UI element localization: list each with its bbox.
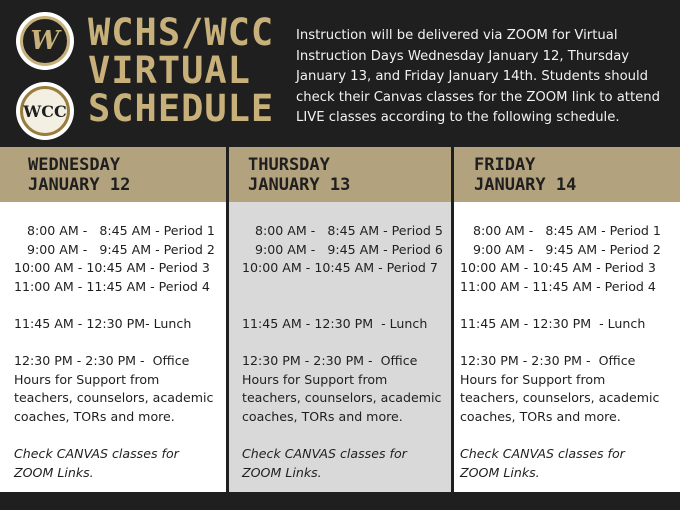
office-hours-line: 12:30 PM - 2:30 PM - Office	[242, 353, 418, 369]
canvas-note-line: ZOOM Links.	[242, 464, 322, 480]
logo-letter-wcc: WCC	[23, 101, 67, 121]
friday-heading	[474, 155, 576, 195]
canvas-note-line: ZOOM Links.	[460, 464, 540, 480]
friday-column	[454, 202, 680, 492]
period-row: 8:00 AM - 8:45 AM - Period 1	[19, 223, 215, 238]
period-row: 11:00 AM - 11:45 AM - Period 4	[460, 278, 656, 294]
lunch-row: 11:45 AM - 12:30 PM - Lunch	[460, 315, 646, 331]
wednesday-heading	[28, 155, 130, 195]
period-row: 8:00 AM - 8:45 AM - Period 1	[465, 223, 661, 238]
day-name: FRIDAY	[474, 155, 536, 175]
page-title	[88, 11, 288, 130]
wcc-logo	[16, 82, 74, 140]
title-line-2: VIRTUAL	[88, 49, 251, 92]
office-hours-line: coaches, TORs and more.	[14, 408, 175, 424]
period-row: 9:00 AM - 9:45 AM - Period 2	[465, 241, 661, 257]
logo-letter-w: W	[30, 26, 60, 56]
office-hours-line: coaches, TORs and more.	[242, 408, 403, 424]
period-row: 9:00 AM - 9:45 AM - Period 6	[247, 241, 443, 257]
day-name: THURSDAY	[248, 155, 330, 175]
day-header-band	[0, 147, 680, 202]
day-date: JANUARY 12	[28, 175, 131, 195]
office-hours-line: 12:30 PM - 2:30 PM - Office	[14, 353, 190, 369]
footer-bar	[0, 492, 680, 510]
intro-text: Instruction will be delivered via ZOOM for Virtual Instruction Days Wednesday January 12, Thursday January 13, and Friday January 14th. Students should check their Canvas classes for the ZOOM link to attend LIVE classes according to the following schedule.	[296, 28, 660, 125]
title-line-1: WCHS/WCC	[88, 11, 275, 54]
canvas-note-line: Check CANVAS classes for	[460, 446, 625, 462]
period-row: 10:00 AM - 10:45 AM - Period 3	[14, 260, 210, 276]
office-hours-line: Hours for Support from	[242, 371, 388, 387]
period-row: 11:00 AM - 11:45 AM - Period 4	[14, 278, 210, 294]
header	[0, 0, 680, 147]
canvas-note-line: Check CANVAS classes for	[14, 446, 179, 462]
schedule-body	[0, 202, 680, 492]
logo-ring	[20, 86, 70, 136]
office-hours-line: 12:30 PM - 2:30 PM - Office	[460, 353, 636, 369]
thursday-heading	[248, 155, 350, 195]
period-row: 10:00 AM - 10:45 AM - Period 7	[242, 260, 438, 276]
canvas-note-line: ZOOM Links.	[14, 464, 94, 480]
column-divider	[226, 130, 229, 492]
lunch-row: 11:45 AM - 12:30 PM - Lunch	[242, 315, 428, 331]
period-row: 8:00 AM - 8:45 AM - Period 5	[247, 223, 443, 238]
wednesday-column	[0, 202, 227, 492]
office-hours-line: teachers, counselors, academic	[242, 390, 442, 406]
day-date: JANUARY 14	[474, 175, 577, 195]
office-hours-line: coaches, TORs and more.	[460, 408, 621, 424]
period-row: 9:00 AM - 9:45 AM - Period 2	[19, 241, 215, 257]
day-date: JANUARY 13	[248, 175, 351, 195]
warren-central-logo	[16, 12, 74, 70]
office-hours-line: Hours for Support from	[14, 371, 160, 387]
thursday-column	[229, 202, 452, 492]
office-hours-line: teachers, counselors, academic	[14, 390, 214, 406]
column-divider	[451, 130, 454, 492]
office-hours-line: teachers, counselors, academic	[460, 390, 660, 406]
title-line-3: SCHEDULE	[88, 87, 275, 130]
logo-ring	[20, 16, 70, 66]
period-row: 10:00 AM - 10:45 AM - Period 3	[460, 260, 656, 276]
canvas-note-line: Check CANVAS classes for	[242, 446, 407, 462]
lunch-row: 11:45 AM - 12:30 PM- Lunch	[14, 315, 192, 331]
day-name: WEDNESDAY	[28, 155, 121, 175]
office-hours-line: Hours for Support from	[460, 371, 606, 387]
